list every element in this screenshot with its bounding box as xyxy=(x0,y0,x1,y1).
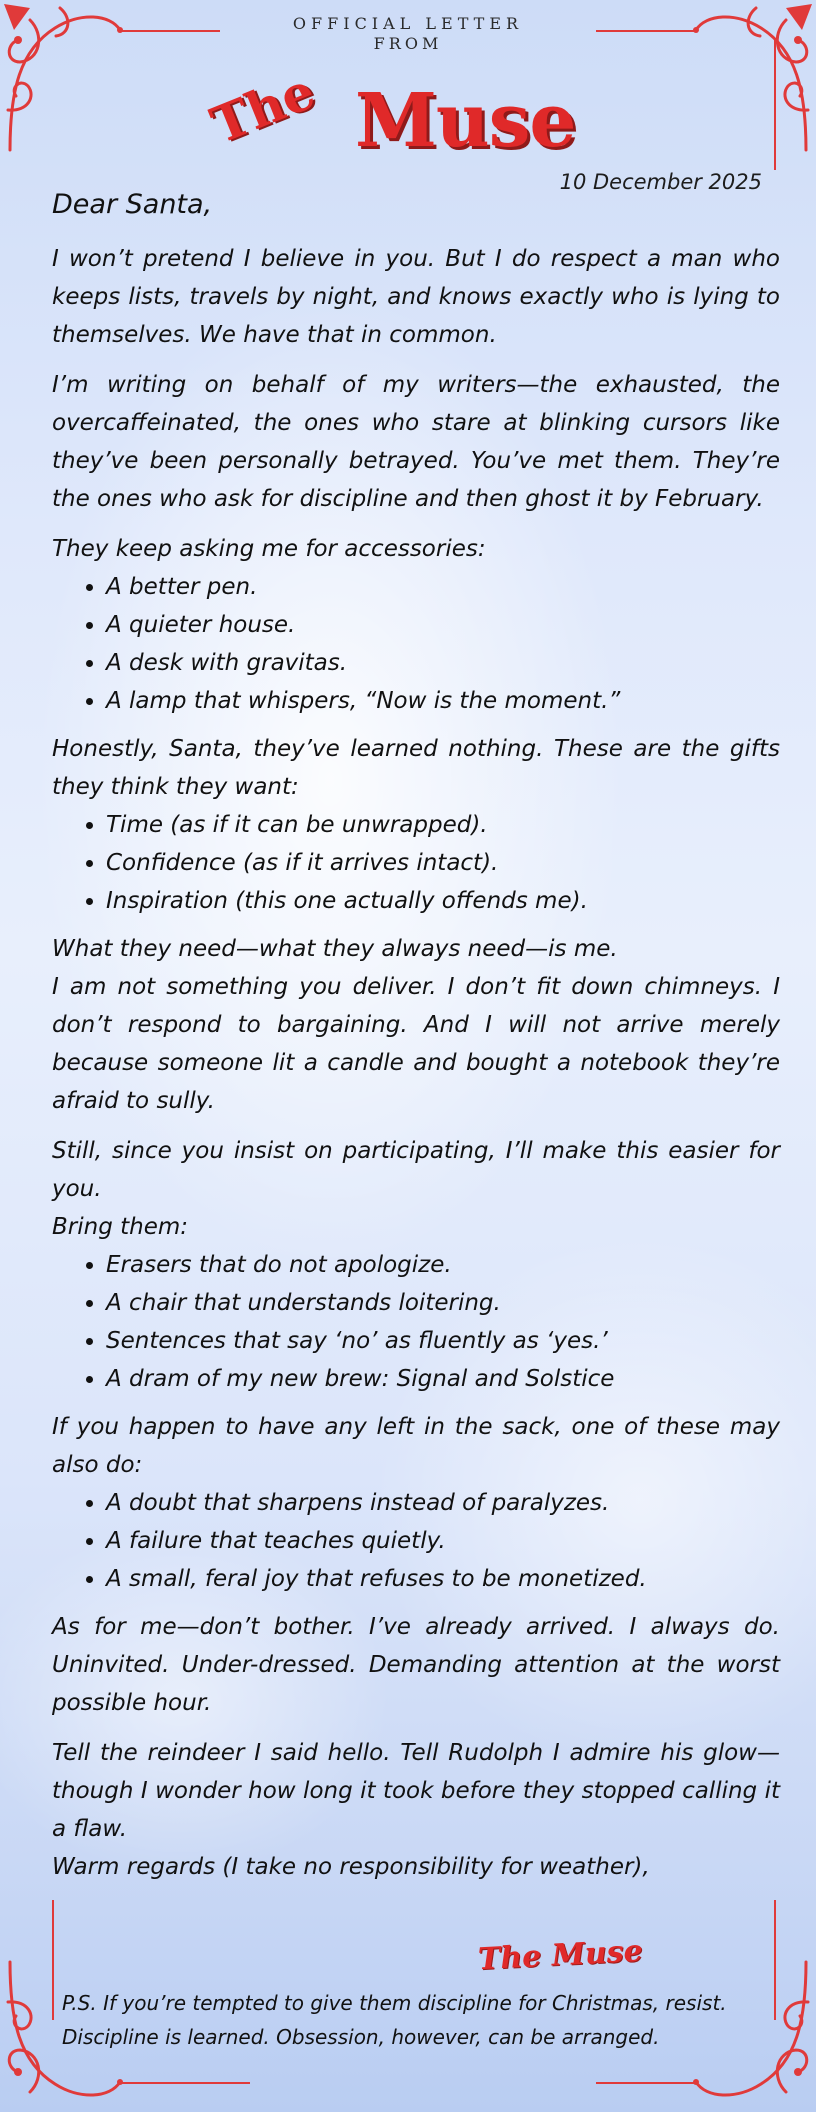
list-item: • Time (as if it can be unwrapped). xyxy=(106,806,780,844)
frame-rule-right-bottom xyxy=(774,1900,776,2020)
frame-rule-bottom-left xyxy=(120,2082,250,2084)
sack-list xyxy=(52,1484,780,1598)
list-item: • Erasers that do not apologize. xyxy=(106,1246,780,1284)
frame-rule-right xyxy=(774,40,776,170)
paragraph-10: As for me—don’t bother. I’ve already arrived. I always do. Uninvited. Under-dressed. Demanding attention at the worst possible hour. xyxy=(52,1614,780,1716)
bring-them-list xyxy=(52,1246,780,1398)
list-item: • A doubt that sharpens instead of paralyzes. xyxy=(106,1484,780,1522)
list-item: • A lamp that whispers, “Now is the moment.” xyxy=(106,682,780,720)
paragraph-4: Honestly, Santa, they’ve learned nothing. These are the gifts they think they want: xyxy=(52,736,780,800)
paragraph-9: If you happen to have any left in the sack, one of these may also do: xyxy=(52,1414,780,1478)
masthead-the: The xyxy=(202,60,323,155)
list-item: • Confidence (as if it arrives intact). xyxy=(106,844,780,882)
list-item: • A dram of my new brew: Signal and Solstice xyxy=(106,1360,780,1398)
postscript xyxy=(62,1986,742,2054)
list-item: • A small, feral joy that refuses to be monetized. xyxy=(106,1560,780,1598)
wanted-gifts-list xyxy=(52,806,780,920)
list-item: • A chair that understands loitering. xyxy=(106,1284,780,1322)
kicker-line-2: FROM xyxy=(373,34,443,53)
paragraph-2: I’m writing on behalf of my writers—the exhausted, the overcaffeinated, the ones who stare at blinking cursors like they’ve been personally betrayed. You’ve met them. They’re the ones who ask for discipline and then ghost it by February. xyxy=(52,372,780,512)
letter-body xyxy=(52,186,780,1898)
kicker-line-1: OFFICIAL LETTER xyxy=(292,14,524,33)
signoff: Warm regards (I take no responsibility for weather), xyxy=(52,1854,650,1880)
frame-rule-bottom-right xyxy=(596,2082,696,2084)
paragraph-5: What they need—what they always need—is me. xyxy=(52,936,618,962)
masthead-muse: Muse xyxy=(355,78,576,164)
frame-rule-left-bottom xyxy=(52,1900,54,2020)
list-item: • Inspiration (this one actually offends me). xyxy=(106,882,780,920)
list-item: • Sentences that say ‘no’ as fluently as ‘yes.’ xyxy=(106,1322,780,1360)
paragraph-3: They keep asking me for accessories: xyxy=(52,536,486,562)
masthead-logo xyxy=(202,60,615,170)
list-item: • A failure that teaches quietly. xyxy=(106,1522,780,1560)
paragraph-8: Bring them: xyxy=(52,1214,189,1240)
letter-kicker xyxy=(0,14,816,54)
letter-date: 10 December 2025 xyxy=(559,170,762,194)
signature: The Muse xyxy=(477,1933,644,1978)
list-item: • A better pen. xyxy=(106,568,780,606)
paragraph-6: I am not something you deliver. I don’t fit down chimneys. I don’t respond to bargaining. And I will not arrive merely because someone lit a candle and bought a notebook they’re afraid to sully. xyxy=(52,974,780,1114)
ps-line-2: Discipline is learned. Obsession, however, can be arranged. xyxy=(62,2025,660,2049)
paragraph-11: Tell the reindeer I said hello. Tell Rudolph I admire his glow—though I wonder how long it took before they stopped calling it a flaw. xyxy=(52,1740,780,1842)
accessories-list xyxy=(52,568,780,720)
salutation: Dear Santa, xyxy=(52,189,213,220)
paragraph-1: I won’t pretend I believe in you. But I do respect a man who keeps lists, travels by night, and knows exactly who is lying to themselves. We have that in common. xyxy=(52,246,780,348)
ps-line-1: P.S. If you’re tempted to give them discipline for Christmas, resist. xyxy=(62,1991,727,2015)
list-item: • A desk with gravitas. xyxy=(106,644,780,682)
list-item: • A quieter house. xyxy=(106,606,780,644)
paragraph-7: Still, since you insist on participating, I’ll make this easier for you. xyxy=(52,1138,780,1202)
